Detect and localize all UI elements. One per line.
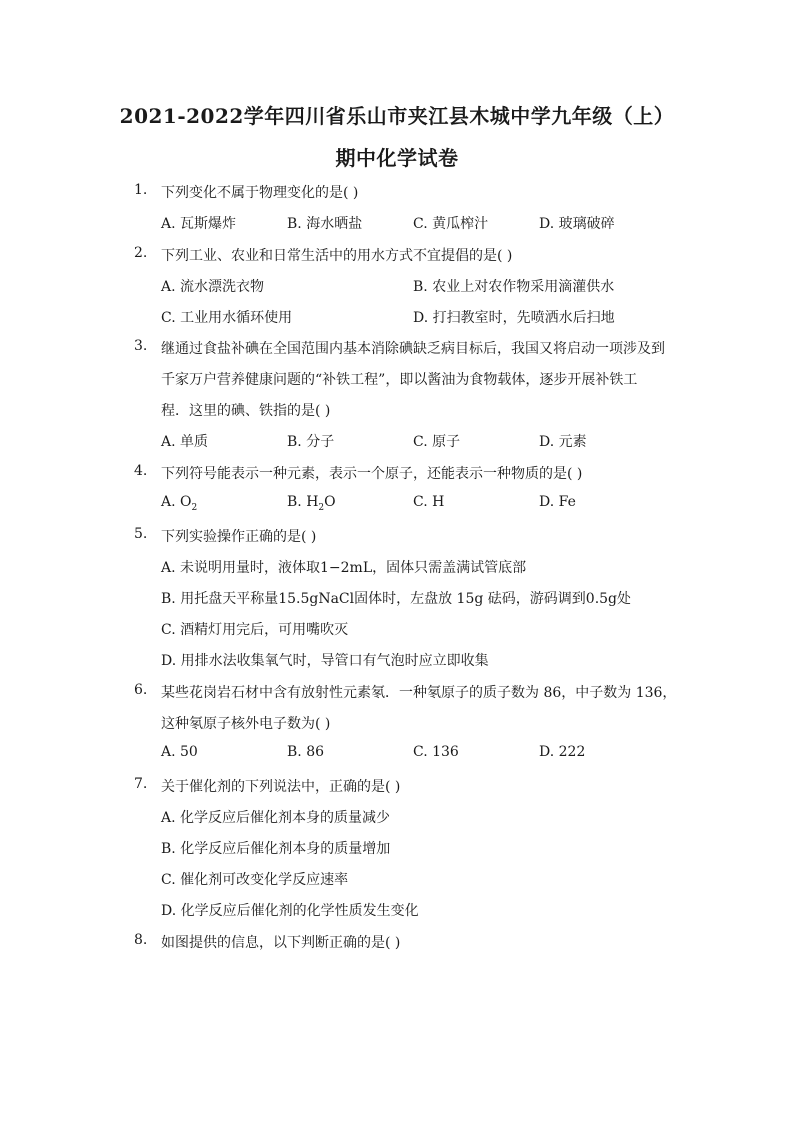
- option-b: B. 农业上对农作物采用滴灌供水: [413, 279, 615, 295]
- option-c: C. 136: [413, 744, 459, 760]
- question-text: 如图提供的信息，以下判断正确的是( ): [161, 935, 401, 951]
- question-text: 下列实验操作正确的是( ): [161, 529, 317, 545]
- question-text: 程．这里的碘、铁指的是( ): [161, 403, 331, 419]
- option-b: B. 用托盘天平称量15.5gNaCl固体时，左盘放 15g 砝码，游码调到0.5g处: [161, 591, 632, 607]
- question-number: 6.: [134, 682, 148, 698]
- question-text: 下列变化不属于物理变化的是( ): [161, 185, 359, 201]
- option-c: C. 原子: [413, 434, 461, 450]
- option-b: B. 86: [287, 744, 325, 760]
- question-number: 1.: [134, 182, 148, 198]
- question-text: 继通过食盐补碘在全国范围内基本消除碘缺乏病目标后，我国又将启动一项涉及到: [161, 341, 665, 357]
- question-text: 关于催化剂的下列说法中，正确的是( ): [161, 779, 401, 795]
- question-number: 4.: [134, 463, 148, 479]
- option-d: D. 元素: [539, 434, 587, 450]
- question-text: 千家万户营养健康问题的“补铁工程”，即以酱油为食物载体，逐步开展补铁工: [161, 372, 638, 388]
- option-d: D. 玻璃破碎: [539, 216, 615, 232]
- question-number: 2.: [134, 245, 148, 261]
- question-number: 5.: [134, 526, 148, 542]
- question-number: 8.: [134, 932, 148, 948]
- option-a: A. 单质: [161, 434, 209, 450]
- option-d: D. 用排水法收集氧气时，导管口有气泡时应立即收集: [161, 653, 489, 669]
- option-d: D. 打扫教室时，先喷洒水后扫地: [413, 310, 615, 326]
- option-a: A. 流水漂洗衣物: [161, 279, 265, 295]
- option-c: C. H: [413, 494, 445, 510]
- option-d: D. 222: [539, 744, 586, 760]
- option-b: B. 海水晒盐: [287, 216, 363, 232]
- question-text: 这种氡原子核外电子数为( ): [161, 716, 331, 732]
- option-c: C. 催化剂可改变化学反应速率: [161, 872, 349, 888]
- question-number: 7.: [134, 776, 148, 792]
- option-a: A. 化学反应后催化剂本身的质量减少: [161, 810, 391, 826]
- option-c: C. 酒精灯用完后，可用嘴吹灭: [161, 622, 349, 638]
- option-a: A. 瓦斯爆炸: [161, 216, 237, 232]
- option-c: C. 工业用水循环使用: [161, 310, 293, 326]
- question-text: 下列工业、农业和日常生活中的用水方式不宜提倡的是( ): [161, 248, 513, 264]
- option-d: D. 化学反应后催化剂的化学性质发生变化: [161, 903, 419, 919]
- exam-title-line-1: 2021-2022学年四川省乐山市夹江县木城中学九年级（上）: [119, 104, 675, 128]
- option-b: B. 分子: [287, 434, 335, 450]
- option-b: B. 化学反应后催化剂本身的质量增加: [161, 841, 391, 857]
- option-a: A. 50: [161, 744, 198, 760]
- option-b: B. $H_2O$: [287, 494, 336, 513]
- question-number: 3.: [134, 338, 148, 354]
- option-a: A. 未说明用量时，液体取1−2mL，固体只需盖满试管底部: [161, 560, 527, 576]
- exam-title-line-2: 期中化学试卷: [335, 146, 459, 170]
- option-a: A. $O_2$: [161, 494, 198, 513]
- question-text: 某些花岗岩石材中含有放射性元素氡．一种氡原子的质子数为 86，中子数为 136，: [161, 685, 677, 701]
- option-c: C. 黄瓜榨汁: [413, 216, 489, 232]
- option-d: D. Fe: [539, 494, 576, 510]
- question-text: 下列符号能表示一种元素，表示一个原子，还能表示一种物质的是( ): [161, 466, 583, 482]
